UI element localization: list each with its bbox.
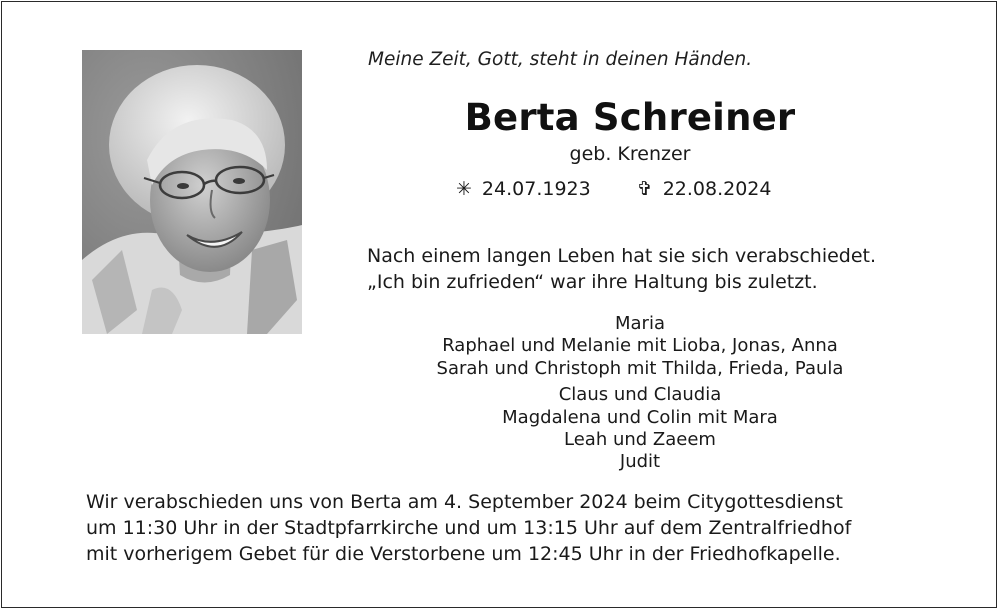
motto-verse: Meine Zeit, Gott, steht in deinen Händen.	[368, 49, 753, 70]
mourner-line: Claus und Claudia	[558, 384, 722, 406]
mourners-list	[380, 313, 900, 474]
service-line: Wir verabschieden uns von Berta am 4. September 2024 beim Citygottesdienst	[86, 491, 843, 513]
mourner-line: Leah und Zaeem	[564, 429, 716, 451]
birth-date-value: 24.07.1923	[481, 178, 591, 200]
death-date-value: 22.08.2024	[662, 178, 772, 200]
farewell-line: Nach einem langen Leben hat sie sich verabschiedet.	[367, 245, 877, 267]
star-icon: ✳	[456, 178, 472, 200]
farewell-line: „Ich bin zufrieden“ war ihre Haltung bis zuletzt.	[367, 271, 818, 293]
service-line: um 11:30 Uhr in der Stadtpfarrkirche und um 13:15 Uhr auf dem Zentralfriedhof	[86, 517, 852, 539]
birth-date	[456, 178, 591, 200]
service-announcement	[86, 489, 851, 567]
mourner-line: Magdalena und Colin mit Mara	[502, 406, 778, 428]
deceased-name: Berta Schreiner	[464, 96, 796, 139]
mourner-line: Raphael und Melanie mit Lioba, Jonas, Anna	[442, 335, 838, 357]
mourners-group	[380, 384, 900, 474]
mourner-line: Maria	[615, 313, 665, 334]
mourner-line: Sarah und Christoph mit Thilda, Frieda, Paula	[436, 357, 844, 379]
cross-icon: ✞	[636, 178, 653, 200]
portrait-photo	[82, 50, 302, 334]
death-date	[637, 178, 772, 200]
service-line: mit vorherigem Gebet für die Verstorbene um 12:45 Uhr in der Friedhofkapelle.	[86, 543, 841, 565]
farewell-text	[367, 243, 876, 295]
birth-name: geb. Krenzer	[569, 143, 691, 165]
life-dates	[456, 178, 771, 200]
mourners-group	[380, 313, 900, 380]
mourner-line: Judit	[619, 451, 661, 473]
